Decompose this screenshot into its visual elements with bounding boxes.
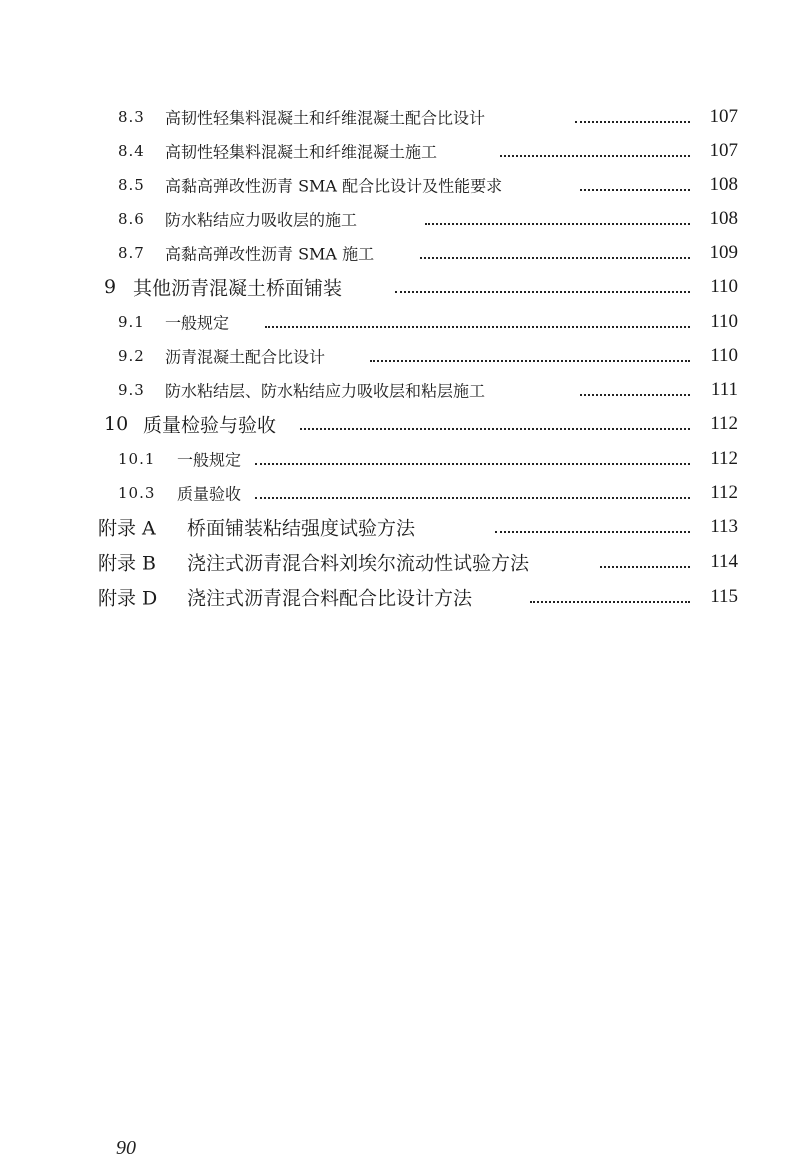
- toc-entry-number: 8.4: [118, 142, 145, 160]
- toc-entry-number: 10.1: [118, 450, 156, 468]
- toc-entry-page: 110: [710, 345, 738, 366]
- toc-entry-number: 9.1: [118, 313, 145, 331]
- toc-leader-dots: [255, 495, 690, 499]
- toc-leader-dots: [580, 187, 690, 191]
- toc-leader-dots: [425, 221, 690, 225]
- toc-entry-page: 112: [710, 448, 738, 469]
- toc-leader-dots: [395, 289, 690, 293]
- toc-entry-page: 108: [709, 174, 738, 195]
- toc-entry-number: 9.2: [118, 347, 145, 365]
- toc-entry[interactable]: [0, 102, 800, 132]
- toc-entry-title: 高韧性轻集料混凝土和纤维混凝土施工: [165, 140, 441, 163]
- toc-entry-number: 8.5: [118, 176, 145, 194]
- toc-entry[interactable]: [0, 204, 800, 234]
- toc-entry-title: 防水粘结层、防水粘结应力吸收层和粘层施工: [165, 379, 489, 402]
- toc-entry[interactable]: [0, 375, 800, 405]
- toc-entry-number: 9: [104, 276, 117, 298]
- toc-entry-title: 浇注式沥青混合料配合比设计方法: [187, 584, 476, 611]
- toc-entry-page: 110: [710, 276, 738, 297]
- toc-entry[interactable]: [0, 478, 800, 508]
- toc-entry-page: 113: [710, 516, 738, 537]
- toc-entry-title: 浇注式沥青混合料刘埃尔流动性试验方法: [187, 549, 533, 576]
- toc-leader-dots: [500, 153, 690, 157]
- toc-entry-number: 10: [104, 413, 129, 435]
- toc-entry-title: 一般规定: [165, 311, 233, 334]
- toc-leader-dots: [370, 358, 690, 362]
- toc-entry-number: 8.7: [118, 244, 145, 262]
- page-number: 90: [116, 1137, 136, 1159]
- toc-leader-dots: [265, 324, 690, 328]
- toc-leader-dots: [495, 529, 690, 533]
- toc-entry-number: 9.3: [118, 381, 145, 399]
- toc-leader-dots: [600, 564, 690, 568]
- toc-entry-number: 10.3: [118, 484, 156, 502]
- toc-leader-dots: [300, 426, 690, 430]
- toc-entry-page: 115: [710, 586, 738, 607]
- toc-entry-title: 高韧性轻集料混凝土和纤维混凝土配合比设计: [165, 106, 489, 129]
- toc-entry-title: 质量检验与验收: [143, 411, 280, 438]
- toc-entry[interactable]: [0, 547, 800, 577]
- toc-entry[interactable]: [0, 409, 800, 439]
- toc-leader-dots: [255, 461, 690, 465]
- toc-entry-title: 质量验收: [177, 482, 245, 505]
- toc-entry-title: 桥面铺装粘结强度试验方法: [187, 514, 419, 541]
- toc-entry-title: 高黏高弹改性沥青 SMA 配合比设计及性能要求: [165, 174, 506, 197]
- toc-entry-page: 112: [710, 413, 738, 434]
- toc-leader-dots: [580, 392, 690, 396]
- toc-entry-page: 109: [709, 242, 738, 263]
- toc-entry[interactable]: [0, 582, 800, 612]
- toc-leader-dots: [575, 119, 690, 123]
- toc-entry-title: 一般规定: [177, 448, 245, 471]
- toc-entry-page: 107: [709, 140, 738, 161]
- toc-entry-title: 高黏高弹改性沥青 SMA 施工: [165, 242, 378, 265]
- toc-leader-dots: [530, 599, 690, 603]
- toc-entry-number: 附录 B: [98, 552, 157, 575]
- toc-entry[interactable]: [0, 238, 800, 268]
- toc-leader-dots: [420, 255, 690, 259]
- toc-entry-page: 107: [709, 106, 738, 127]
- toc-entry-title: 沥青混凝土配合比设计: [165, 345, 329, 368]
- toc-entry[interactable]: [0, 341, 800, 371]
- toc-entry-page: 111: [710, 379, 738, 400]
- toc-entry-number: 8.3: [118, 108, 145, 126]
- toc-entry-page: 108: [709, 208, 738, 229]
- toc-entry-number: 附录 A: [98, 517, 156, 540]
- toc-entry-page: 110: [710, 311, 738, 332]
- toc-entry[interactable]: [0, 170, 800, 200]
- toc-entry-number: 8.6: [118, 210, 145, 228]
- toc-entry-number: 附录 D: [98, 587, 158, 610]
- toc-entry[interactable]: [0, 512, 800, 542]
- toc-entry[interactable]: [0, 136, 800, 166]
- toc-entry[interactable]: [0, 444, 800, 474]
- toc-entry-page: 114: [710, 551, 738, 572]
- toc-entry[interactable]: [0, 307, 800, 337]
- toc-entry[interactable]: [0, 272, 800, 302]
- toc-entry-page: 112: [710, 482, 738, 503]
- toc-entry-title: 防水粘结应力吸收层的施工: [165, 208, 361, 231]
- toc-entry-title: 其他沥青混凝土桥面铺装: [133, 274, 346, 301]
